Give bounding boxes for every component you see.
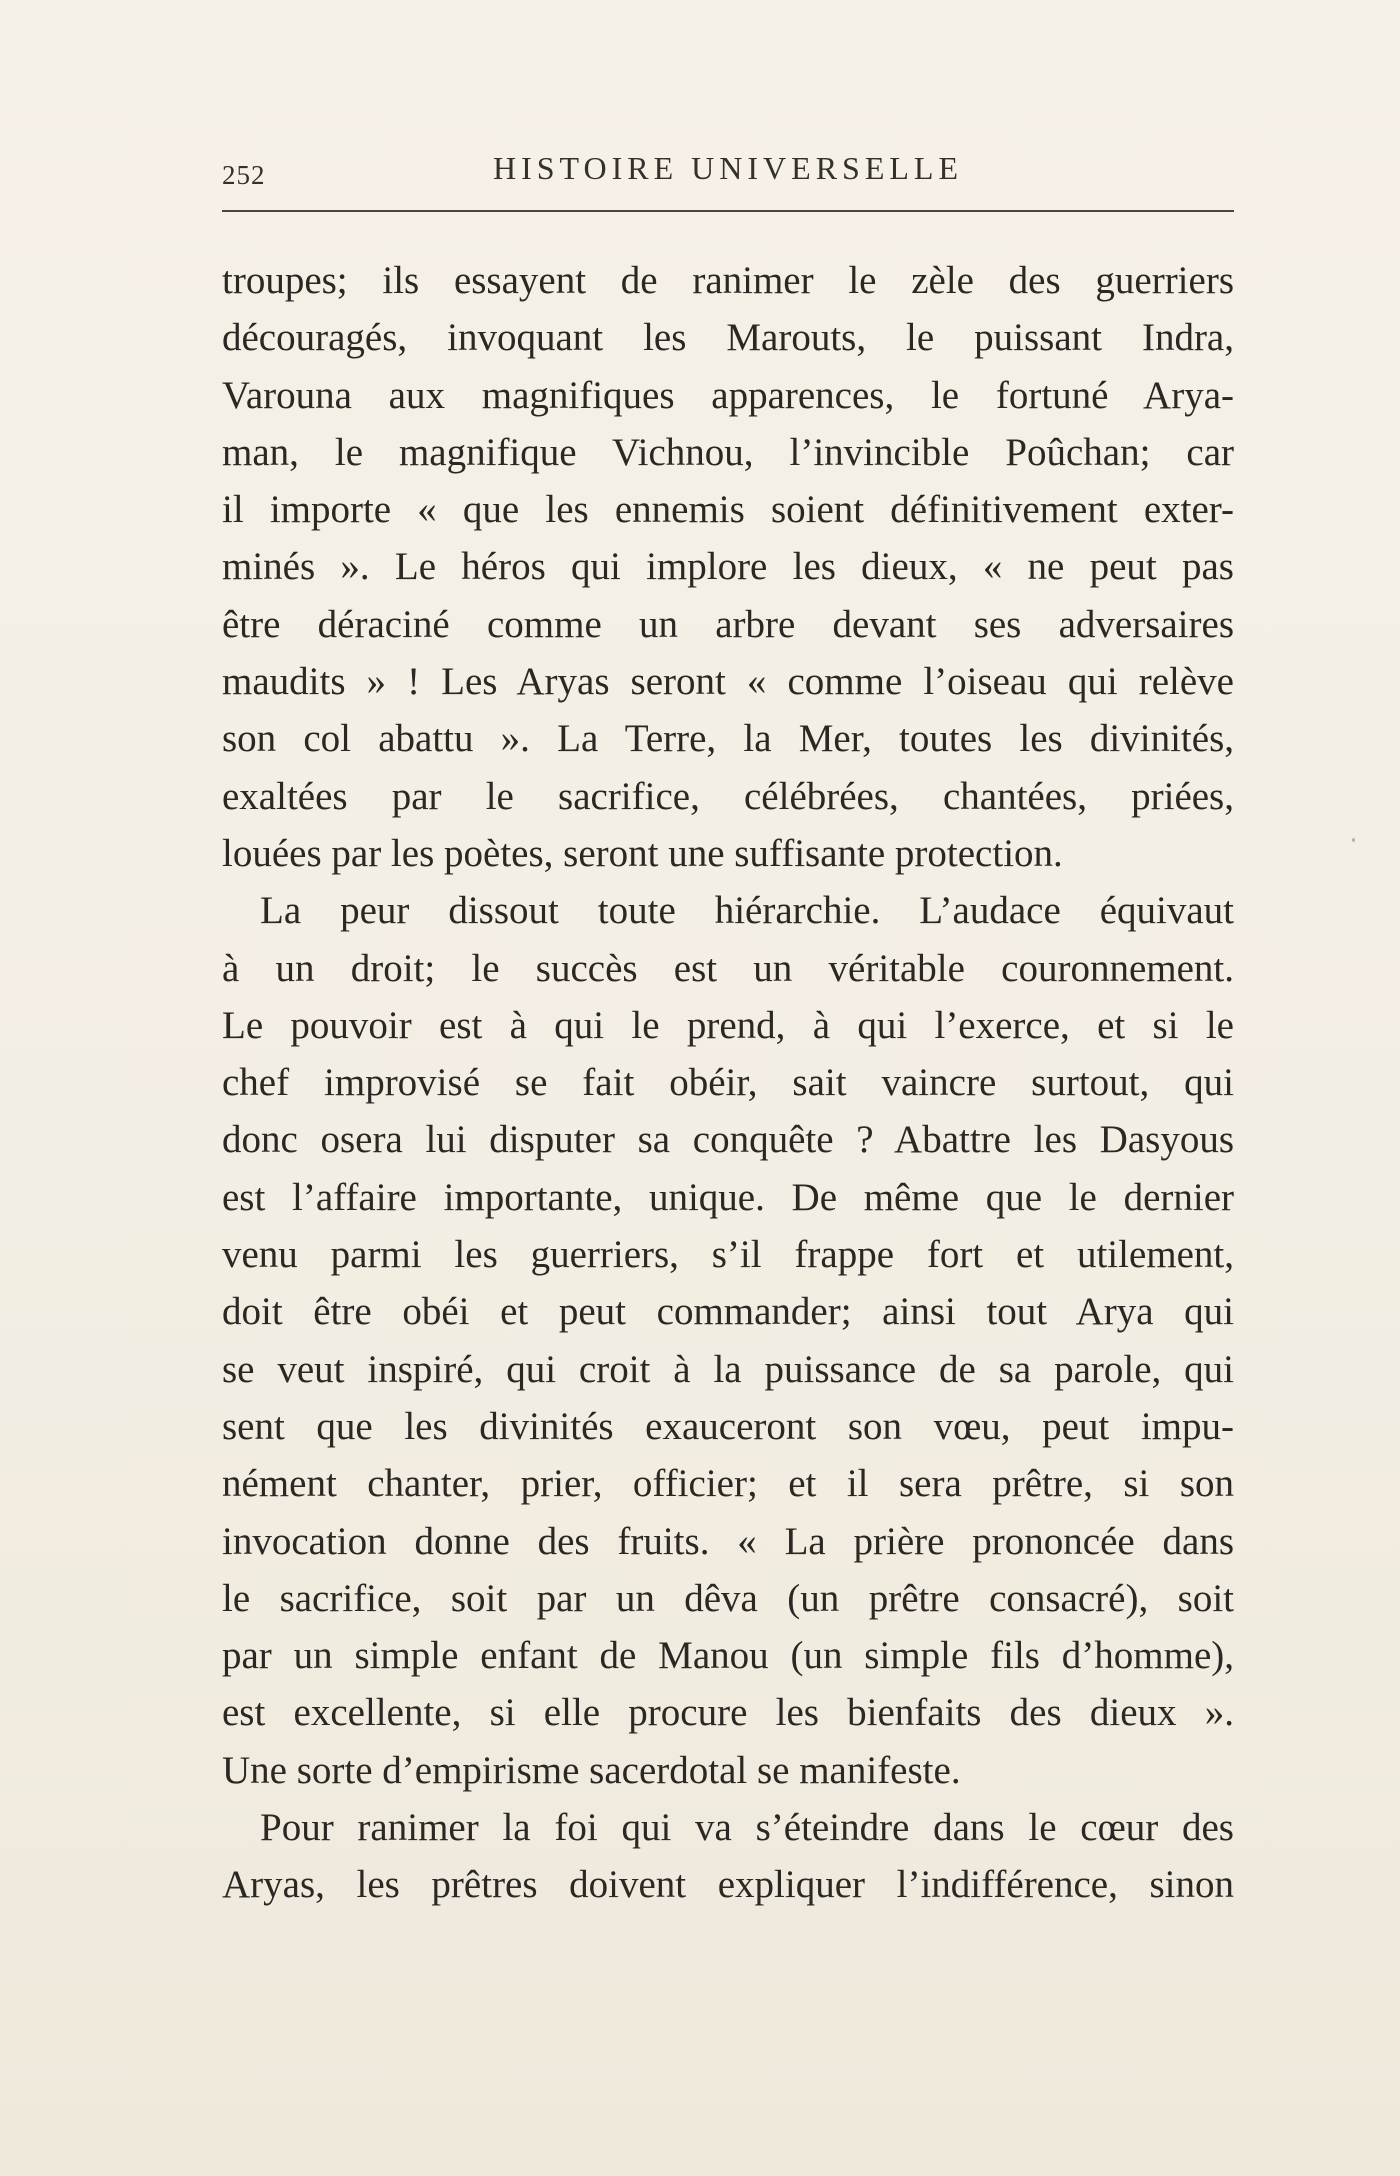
- header-rule: [222, 210, 1234, 212]
- text-line: chef improvisé se fait obéir, sait vaincre surtout, qui: [222, 1061, 1234, 1105]
- text-line: Le pouvoir est à qui le prend, à qui l’exerce, et si le: [222, 1003, 1234, 1047]
- text-line: il importe « que les ennemis soient définitivement exter-: [222, 488, 1234, 532]
- text-line-paragraph-end: louées par les poètes, seront une suffisante protection.: [222, 831, 1063, 875]
- text-line-paragraph-start: La peur dissout toute hiérarchie. L’audace équivaut: [260, 889, 1234, 933]
- text-line: doit être obéi et peut commander; ainsi tout Arya qui: [222, 1290, 1234, 1334]
- text-line: maudits » ! Les Aryas seront « comme l’oiseau qui relève: [222, 660, 1234, 704]
- text-line: son col abattu ». La Terre, la Mer, toutes les divinités,: [222, 717, 1234, 761]
- text-line: exaltées par le sacrifice, célébrées, chantées, priées,: [222, 774, 1234, 818]
- text-line: minés ». Le héros qui implore les dieux, « ne peut pas: [222, 545, 1234, 589]
- text-line: donc osera lui disputer sa conquête ? Abattre les Dasyous: [222, 1118, 1234, 1162]
- text-line: par un simple enfant de Manou (un simple fils d’homme),: [222, 1634, 1234, 1678]
- page-number: 252: [222, 160, 266, 190]
- text-line: se veut inspiré, qui croit à la puissance de sa parole, qui: [222, 1347, 1234, 1391]
- text-line: troupes; ils essayent de ranimer le zèle des guerriers: [222, 259, 1234, 302]
- text-line: à un droit; le succès est un véritable couronnement.: [222, 946, 1234, 990]
- text-line-paragraph-start: Pour ranimer la foi qui va s’éteindre dans le cœur des: [260, 1806, 1234, 1850]
- running-title: HISTOIRE UNIVERSELLE: [492, 150, 964, 186]
- text-line: Varouna aux magnifiques apparences, le fortuné Arya-: [222, 373, 1234, 417]
- body-text: [222, 252, 1234, 1914]
- text-line: le sacrifice, soit par un dêva (un prêtre consacré), soit: [222, 1576, 1234, 1620]
- paper-speck: [1352, 838, 1355, 842]
- page-header: [222, 150, 1234, 190]
- text-line: invocation donne des fruits. « La prière prononcée dans: [222, 1519, 1234, 1563]
- text-line: sent que les divinités exauceront son vœu, peut impu-: [222, 1404, 1234, 1448]
- text-line: man, le magnifique Vichnou, l’invincible Poûchan; car: [222, 430, 1234, 474]
- text-line: est l’affaire importante, unique. De même que le dernier: [222, 1175, 1234, 1219]
- text-line: nément chanter, prier, officier; et il sera prêtre, si son: [222, 1462, 1234, 1506]
- text-line: être déraciné comme un arbre devant ses adversaires: [222, 602, 1234, 646]
- text-line: est excellente, si elle procure les bienfaits des dieux ».: [222, 1691, 1234, 1735]
- text-line: venu parmi les guerriers, s’il frappe fort et utilement,: [222, 1233, 1234, 1277]
- text-line: Aryas, les prêtres doivent expliquer l’indifférence, sinon: [222, 1863, 1234, 1907]
- text-line-paragraph-end: Une sorte d’empirisme sacerdotal se manifeste.: [222, 1748, 961, 1792]
- text-line: découragés, invoquant les Marouts, le puissant Indra,: [222, 316, 1234, 360]
